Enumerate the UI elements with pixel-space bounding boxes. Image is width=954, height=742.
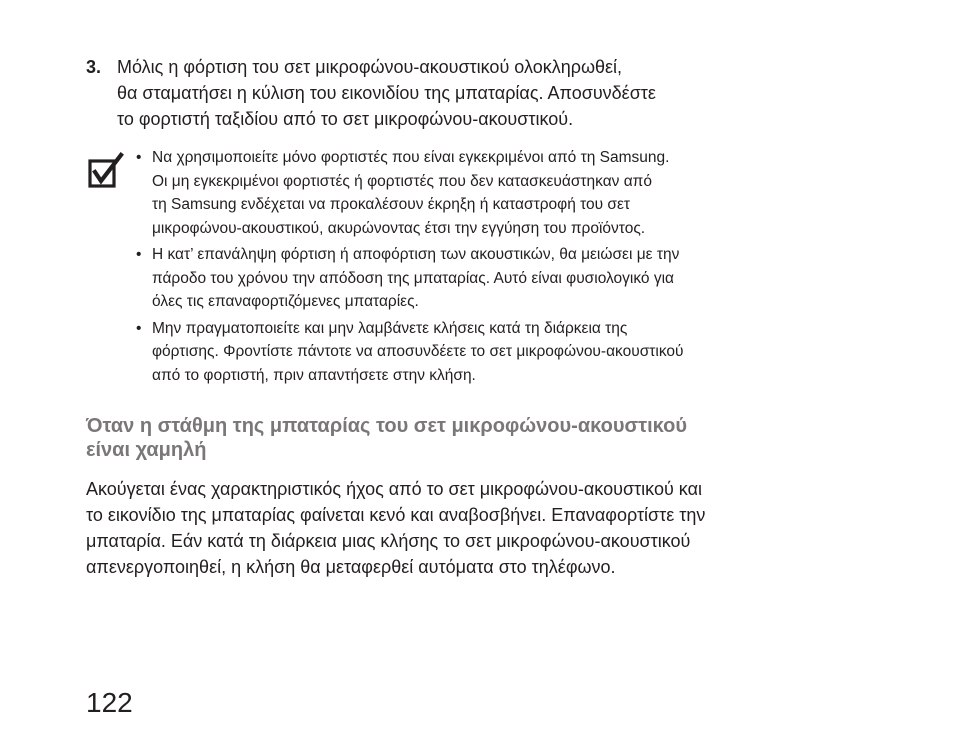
checkbox-check-icon xyxy=(88,152,124,188)
note-line: Μην πραγματοποιείτε και μην λαμβάνετε κλήσεις κατά τη διάρκεια της xyxy=(152,319,628,337)
note-item xyxy=(136,317,866,388)
step-line: θα σταματήσει η κύλιση του εικονιδίου της μπαταρίας. Αποσυνδέστε xyxy=(117,83,656,103)
note-line: από το φορτιστή, πριν απαντήσετε στην κλήση. xyxy=(152,366,476,384)
bullet: • xyxy=(136,319,142,337)
heading-line: είναι χαμηλή xyxy=(86,439,207,461)
section-heading xyxy=(86,414,886,462)
bullet: • xyxy=(136,246,142,263)
note-line: φόρτισης. Φροντίστε πάντοτε να αποσυνδέετε το σετ μικροφώνου-ακουστικού xyxy=(152,343,684,360)
step-line: το φορτιστή ταξιδίου από το σετ μικροφώνου-ακουστικού. xyxy=(117,109,574,129)
note-line: μικροφώνου-ακουστικού, ακυρώνοντας έτσι την εγγύηση του προϊόντος. xyxy=(152,219,646,237)
page-number: 122 xyxy=(86,687,133,718)
paragraph-line: Ακούγεται ένας χαρακτηριστικός ήχος από το σετ μικροφώνου-ακουστικού και xyxy=(86,479,702,499)
step-text xyxy=(117,54,837,132)
note-item xyxy=(136,146,866,240)
note-list xyxy=(136,146,866,390)
paragraph-line: απενεργοποιηθεί, η κλήση θα μεταφερθεί αυτόματα στο τηλέφωνο. xyxy=(86,557,616,577)
heading-line: Όταν η στάθμη της μπαταρίας του σετ μικροφώνου-ακουστικού xyxy=(86,415,687,437)
body-paragraph xyxy=(86,476,876,580)
bullet: • xyxy=(136,149,142,166)
step-line: Μόλις η φόρτιση του σετ μικροφώνου-ακουστικού ολοκληρωθεί, xyxy=(117,57,623,77)
step-number: 3. xyxy=(86,57,102,77)
note-line: τη Samsung ενδέχεται να προκαλέσουν έκρηξη ή καταστροφή του σετ xyxy=(152,196,631,213)
note-line: πάροδο του χρόνου την απόδοση της μπαταρίας. Αυτό είναι φυσιολογικό για xyxy=(152,269,674,287)
note-line: Να χρησιμοποιείτε μόνο φορτιστές που είναι εγκεκριμένοι από τη Samsung. xyxy=(152,149,670,166)
note-line: όλες τις επαναφορτιζόμενες μπαταρίες. xyxy=(152,293,419,310)
note-item xyxy=(136,243,866,314)
note-line: Οι μη εγκεκριμένοι φορτιστές ή φορτιστές που δεν κατασκευάστηκαν από xyxy=(152,172,652,190)
paragraph-line: μπαταρία. Εάν κατά τη διάρκεια μιας κλήσης το σετ μικροφώνου-ακουστικού xyxy=(86,531,691,551)
note-line: Η κατ’ επανάληψη φόρτιση ή αποφόρτιση των ακουστικών, θα μειώσει με την xyxy=(152,246,680,263)
paragraph-line: το εικονίδιο της μπαταρίας φαίνεται κενό και αναβοσβήνει. Επαναφορτίστε την xyxy=(86,505,706,525)
